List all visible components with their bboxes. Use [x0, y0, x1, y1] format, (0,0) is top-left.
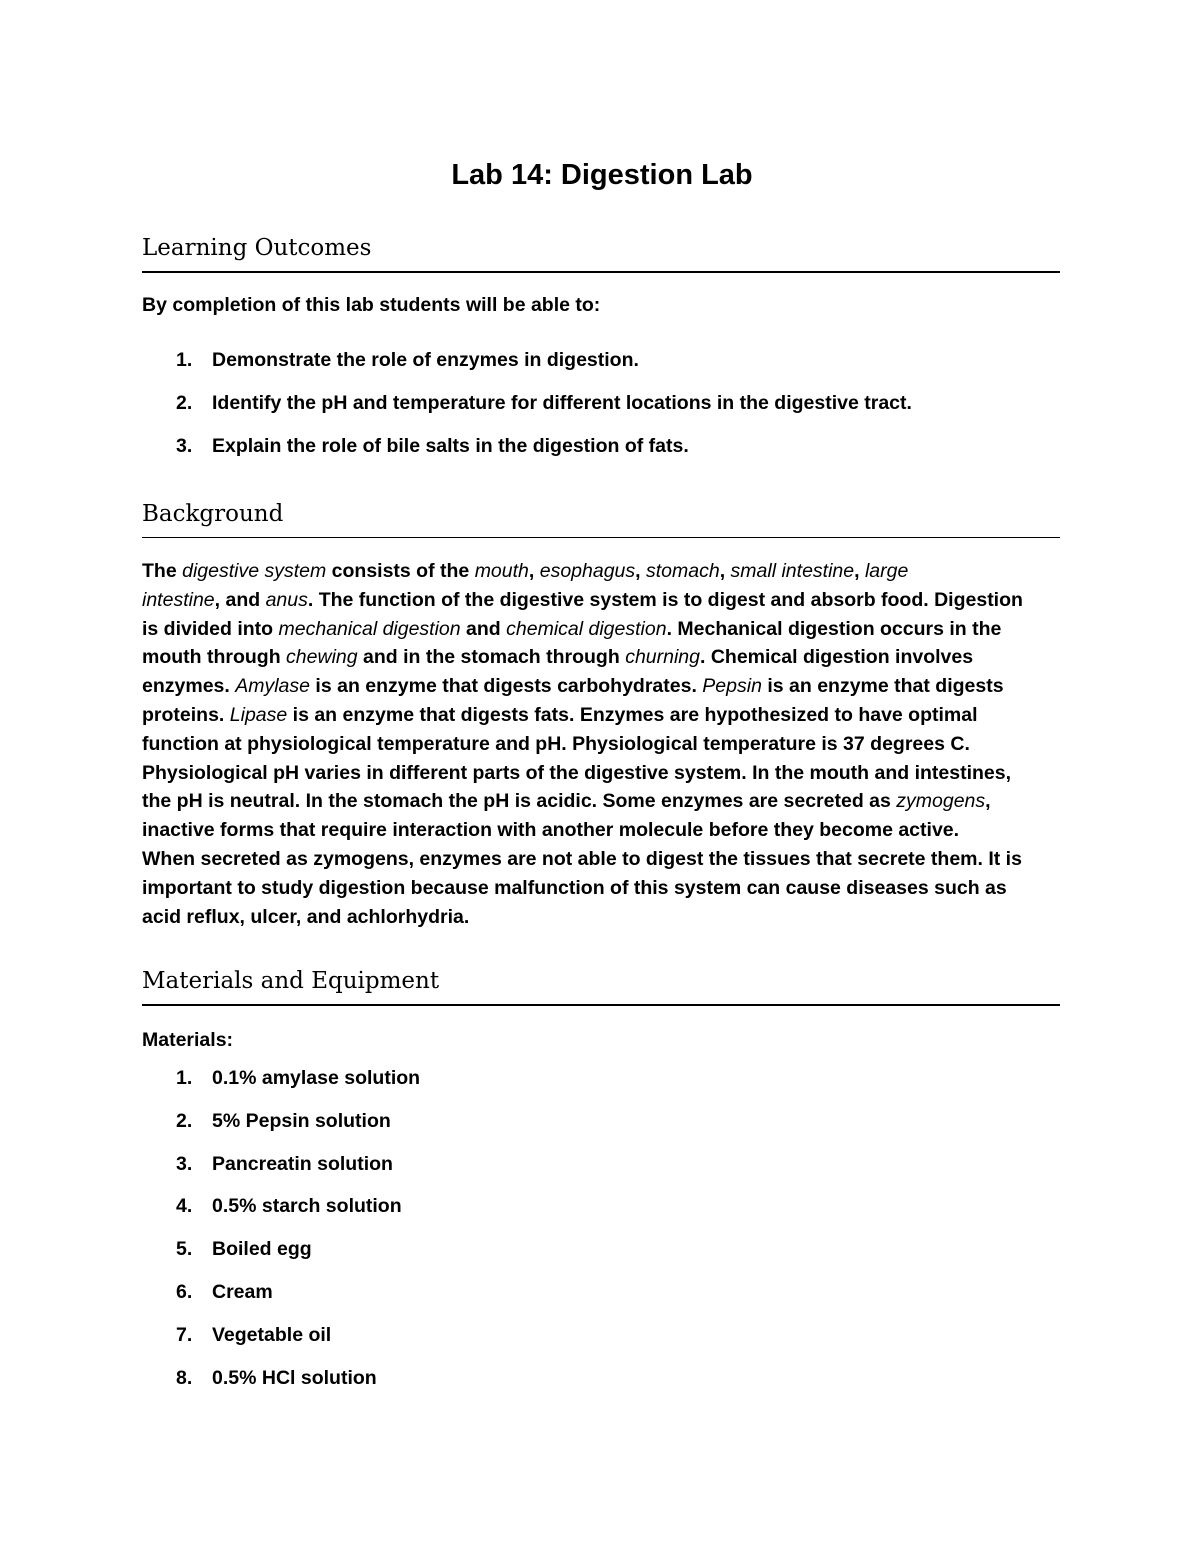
italic-term: zymogens	[896, 790, 986, 813]
paragraph-line	[142, 816, 1062, 845]
italic-term: anus	[265, 588, 308, 611]
italic-term: esophagus	[539, 560, 636, 582]
italic-term: large	[864, 560, 909, 582]
list-item-text: 0.1% amylase solution	[212, 1067, 421, 1089]
list-item-text: Vegetable oil	[212, 1323, 332, 1346]
list-item-text: Pancreatin solution	[212, 1152, 393, 1175]
text-run: consists of the	[326, 560, 475, 582]
text-run: is divided into	[142, 617, 279, 640]
italic-term: churning	[625, 646, 700, 669]
list-item-text: Boiled egg	[212, 1238, 312, 1261]
learning-outcomes-list	[142, 346, 912, 475]
list-item	[142, 1321, 420, 1364]
list-item-text: 0.5% starch solution	[212, 1195, 402, 1218]
text-run: is an enzyme that digests carbohydrates.	[310, 675, 703, 698]
text-run: the pH is neutral. In the stomach the pH is acidic. Some enzymes are secreted as	[142, 790, 897, 813]
text-run: The	[142, 560, 183, 582]
learning-outcomes-heading: Learning Outcomes	[142, 233, 1060, 273]
text-run: . Chemical digestion involves	[700, 646, 974, 669]
list-item	[142, 1107, 420, 1150]
paragraph-line	[142, 874, 1062, 903]
list-number: 2.	[176, 392, 193, 414]
background-paragraph	[142, 557, 1062, 931]
text-run: ,	[528, 560, 540, 582]
list-number: 6.	[176, 1280, 193, 1303]
italic-term: small intestine	[730, 560, 855, 582]
list-number: 8.	[176, 1366, 193, 1389]
text-run: and	[460, 617, 507, 640]
list-number: 3.	[176, 435, 193, 457]
text-run: proteins.	[142, 703, 230, 726]
paragraph-line	[142, 643, 1062, 672]
text-run: ,	[635, 560, 646, 582]
paragraph-line	[142, 759, 1062, 788]
text-run: inactive forms that require interaction with another molecule before they become active.	[142, 819, 960, 842]
list-number: 5.	[176, 1238, 193, 1261]
list-item-text: Demonstrate the role of enzymes in digestion.	[212, 349, 639, 371]
list-item	[142, 346, 912, 389]
italic-term: Lipase	[229, 703, 288, 726]
text-run: and in the stomach through	[357, 646, 626, 669]
paragraph-line	[142, 557, 1062, 586]
paragraph-line	[142, 787, 1062, 816]
list-item	[142, 432, 912, 475]
list-item	[142, 1235, 420, 1278]
paragraph-line	[142, 730, 1062, 759]
text-run: ,	[854, 560, 865, 582]
text-run: mouth through	[142, 646, 287, 669]
list-item	[142, 1364, 420, 1407]
text-run: enzymes.	[142, 675, 236, 698]
document-title: Lab 14: Digestion Lab	[451, 159, 753, 191]
list-item	[142, 1278, 420, 1321]
paragraph-line	[142, 903, 1062, 932]
text-run: ,	[985, 790, 991, 813]
text-run: important to study digestion because malfunction of this system can cause diseases such as	[142, 876, 1007, 899]
italic-term: chemical digestion	[506, 617, 667, 640]
text-run: function at physiological temperature and pH. Physiological temperature is 37 degrees C.	[142, 732, 970, 755]
text-run: When secreted as zymogens, enzymes are not able to digest the tissues that secrete them. It is	[142, 847, 1022, 870]
paragraph-line	[142, 701, 1062, 730]
text-run: is an enzyme that digests	[761, 675, 1004, 698]
materials-label: Materials:	[142, 1029, 234, 1051]
list-item	[142, 1150, 420, 1193]
list-number: 1.	[176, 1067, 193, 1089]
list-item	[142, 1192, 420, 1235]
text-run: acid reflux, ulcer, and achlorhydria.	[142, 905, 470, 928]
background-heading: Background	[142, 499, 1060, 538]
list-item-text: 5% Pepsin solution	[212, 1109, 391, 1132]
text-run: ,	[719, 560, 731, 582]
learning-outcomes-intro: By completion of this lab students will be able to:	[142, 294, 601, 316]
text-run: is an enzyme that digests fats. Enzymes are hypothesized to have optimal	[287, 703, 978, 726]
paragraph-line	[142, 845, 1062, 874]
italic-term: Pepsin	[702, 675, 762, 698]
italic-term: stomach	[646, 560, 720, 582]
list-number: 1.	[176, 349, 193, 371]
text-run: . Mechanical digestion occurs in the	[666, 617, 1002, 640]
list-number: 3.	[176, 1152, 193, 1175]
list-number: 2.	[176, 1109, 193, 1132]
text-run: . The function of the digestive system is to digest and absorb food. Digestion	[307, 588, 1023, 611]
materials-list	[142, 1064, 420, 1406]
list-item-text: Cream	[212, 1280, 273, 1303]
list-item	[142, 389, 912, 432]
paragraph-line	[142, 586, 1062, 615]
list-item	[142, 1064, 420, 1107]
italic-term: intestine	[142, 588, 215, 611]
text-run: Physiological pH varies in different parts of the digestive system. In the mouth and intestines,	[142, 761, 1012, 784]
list-number: 4.	[176, 1195, 193, 1218]
italic-term: mouth	[474, 560, 529, 582]
italic-term: mechanical digestion	[278, 617, 461, 640]
list-item-text: Identify the pH and temperature for different locations in the digestive tract.	[212, 392, 912, 414]
paragraph-line	[142, 615, 1062, 644]
italic-term: digestive system	[182, 560, 327, 582]
italic-term: chewing	[286, 646, 358, 669]
list-item-text: 0.5% HCl solution	[212, 1366, 377, 1389]
text-run: , and	[214, 588, 266, 611]
paragraph-line	[142, 672, 1062, 701]
list-item-text: Explain the role of bile salts in the digestion of fats.	[212, 435, 689, 457]
materials-equipment-heading: Materials and Equipment	[142, 966, 1060, 1006]
italic-term: Amylase	[235, 675, 310, 698]
list-number: 7.	[176, 1323, 193, 1346]
